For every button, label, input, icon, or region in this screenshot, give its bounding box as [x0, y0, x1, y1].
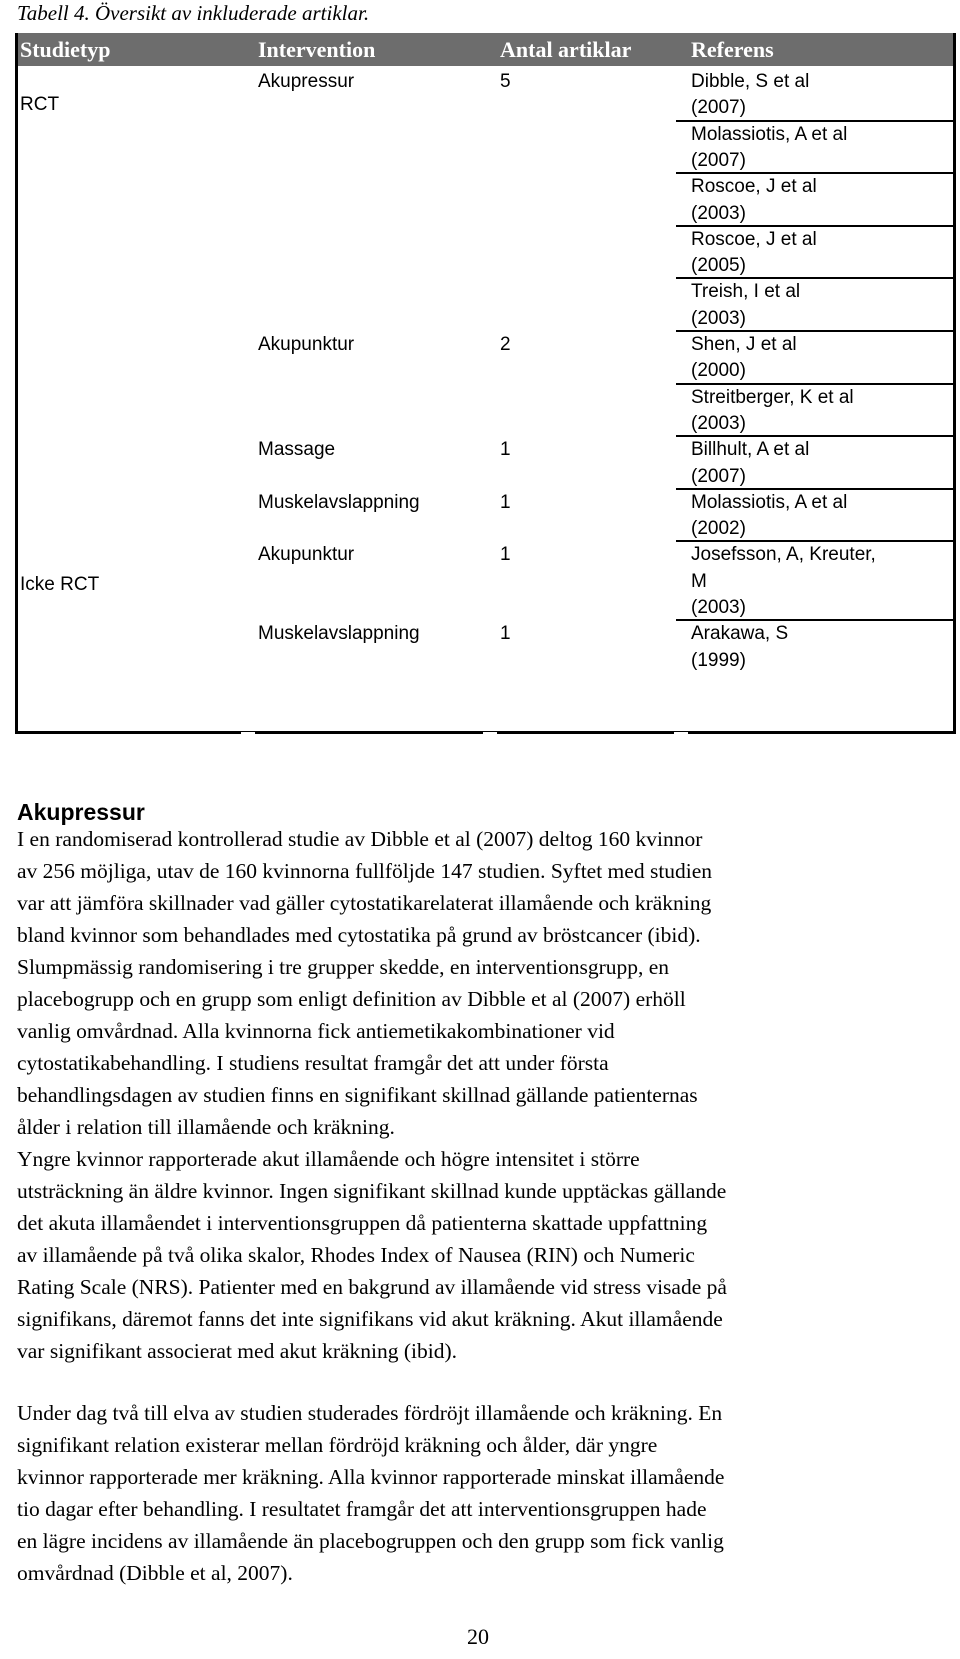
body-line: behandlingsdagen av studien finns en signifikant skillnad gällande patienternas — [17, 1083, 698, 1107]
cell-intervention: Massage — [258, 439, 336, 461]
body-line: ålder i relation till illamående och kräkning. — [17, 1115, 395, 1139]
body-line: var signifikant associerat med akut kräkning (ibid). — [17, 1339, 458, 1363]
table-header-row — [18, 33, 953, 66]
body-line: kvinnor rapporterade mer kräkning. Alla kvinnor rapporterade minskat illamående — [17, 1465, 725, 1489]
body-line: I en randomiserad kontrollerad studie av Dibble et al (2007) deltog 160 kvinnor — [17, 827, 703, 851]
cell-intervention: Muskelavslappning — [258, 623, 420, 645]
cell-referens: Dibble, S et al — [691, 71, 810, 92]
body-line: var att jämföra skillnader vad gäller cytostatikarelaterat illamående och kräkning — [17, 891, 712, 915]
cell-intervention: Akupunktur — [258, 334, 355, 355]
cell-referens: (2005) — [691, 255, 746, 277]
header-studietyp: Studietyp — [20, 37, 111, 62]
cell-referens: Josefsson, A, Kreuter, — [691, 544, 876, 566]
cell-referens: (2000) — [691, 360, 746, 382]
body-line: cytostatikabehandling. I studiens resultat framgår det att under första — [17, 1051, 609, 1075]
body-line: bland kvinnor som behandlades med cytostatika på grund av bröstcancer (ibid). — [17, 923, 701, 947]
cell-antal: 1 — [500, 544, 511, 566]
body-line: omvårdnad (Dibble et al, 2007). — [17, 1561, 293, 1585]
cell-referens: (2007) — [691, 465, 746, 487]
cell-intervention: Akupunktur — [258, 544, 355, 566]
cell-referens: Molassiotis, A et al — [691, 491, 848, 513]
cell-referens: (2003) — [691, 597, 746, 618]
section-title: Akupressur — [17, 799, 145, 825]
cell-antal: 1 — [500, 439, 511, 461]
body-line: signifikans, däremot fanns det inte signifikans vid akut kräkning. Akut illamående — [17, 1307, 723, 1331]
body-line: det akuta illamåendet i interventionsgruppen då patienterna skattade uppfattning — [17, 1211, 708, 1235]
body-line: utsträckning än äldre kvinnor. Ingen signifikant skillnad kunde upptäckas gällande — [17, 1179, 727, 1203]
cell-referens: Streitberger, K et al — [691, 386, 854, 408]
body-line: placebogrupp och en grupp som enligt definition av Dibble et al (2007) erhöll — [17, 987, 686, 1011]
cell-referens: Treish, I et al — [691, 281, 801, 303]
table-caption: Tabell 4. Översikt av inkluderade artiklar. — [17, 1, 370, 25]
header-antal: Antal artiklar — [500, 37, 632, 62]
body-line: tio dagar efter behandling. I resultatet framgår det att interventionsgruppen hade — [17, 1497, 707, 1521]
body-line: Yngre kvinnor rapporterade akut illamående och högre intensitet i större — [17, 1147, 640, 1171]
cell-referens: Roscoe, J et al — [691, 228, 817, 250]
cell-referens: (2003) — [691, 412, 746, 434]
cell-referens: (2002) — [691, 518, 746, 540]
cell-referens: M — [691, 570, 707, 592]
border-gap — [241, 732, 255, 735]
cell-referens: (2003) — [691, 307, 746, 329]
studietyp-icke-rct: Icke RCT — [20, 574, 100, 595]
body-line: av illamående på två olika skalor, Rhodes Index of Nausea (RIN) och Numeric — [17, 1243, 695, 1267]
cell-referens: (1999) — [691, 649, 746, 671]
cell-antal: 1 — [500, 491, 511, 513]
studietyp-rct: RCT — [20, 94, 60, 115]
cell-referens: Shen, J et al — [691, 334, 797, 355]
cell-referens: (2007) — [691, 97, 746, 119]
cell-referens: (2007) — [691, 149, 746, 171]
cell-referens: Roscoe, J et al — [691, 176, 817, 198]
cell-antal: 5 — [500, 71, 511, 92]
cell-referens: Billhult, A et al — [691, 439, 810, 461]
body-line: Rating Scale (NRS). Patienter med en bakgrund av illamående vid stress visade på — [17, 1275, 727, 1299]
body-line: av 256 möjliga, utav de 160 kvinnorna fullföljde 147 studien. Syftet med studien — [17, 859, 713, 883]
border-gap — [483, 732, 497, 735]
border-gap — [674, 732, 688, 735]
body-line: Under dag två till elva av studien studerades fördröjt illamående och kräkning. En — [17, 1401, 723, 1425]
cell-antal: 2 — [500, 334, 511, 355]
cell-referens: Molassiotis, A et al — [691, 123, 848, 145]
cell-referens: Arakawa, S — [691, 623, 789, 645]
header-referens: Referens — [691, 37, 774, 62]
body-line: Slumpmässig randomisering i tre grupper skedde, en interventionsgrupp, en — [17, 955, 670, 979]
body-line: signifikant relation existerar mellan fördröjd kräkning och ålder, där yngre — [17, 1433, 658, 1457]
cell-antal: 1 — [500, 623, 511, 645]
cell-intervention: Akupressur — [258, 71, 355, 92]
overview-table — [15, 33, 956, 734]
cell-referens: (2003) — [691, 202, 746, 224]
body-line: vanlig omvårdnad. Alla kvinnorna fick antiemetikakombinationer vid — [17, 1019, 615, 1043]
cell-intervention: Muskelavslappning — [258, 491, 420, 513]
body-line: en lägre incidens av illamående än placebogruppen och den grupp som fick vanlig — [17, 1529, 724, 1553]
page-number: 20 — [467, 1624, 489, 1649]
header-intervention: Intervention — [258, 37, 376, 62]
